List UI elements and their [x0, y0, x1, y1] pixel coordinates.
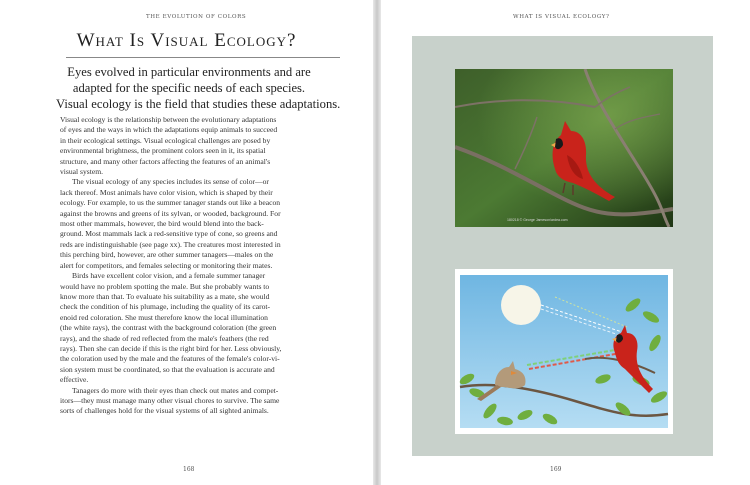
title-divider — [66, 57, 340, 58]
body-line: sorts of challenges hold for the visual systems of all sighted animals. — [60, 406, 269, 416]
body-line: effective. — [60, 375, 89, 385]
running-head-right: WHAT IS VISUAL ECOLOGY? — [513, 14, 610, 20]
body-line: ground. Most mammals lack a red-sensitive type of cone, so greens and — [60, 229, 278, 239]
page-number-left: 168 — [183, 466, 195, 473]
body-line: lack thereof. Most animals have color vision, which is shaped by their — [60, 187, 273, 197]
body-line: against the browns and greens of its sylvan, or wooded, background. For — [60, 208, 281, 218]
deck-line: adapted for the specific needs of each species. — [72, 81, 306, 95]
body-line: most other mammals, however, the bird would blend into the back- — [60, 219, 264, 229]
body-line: (the white rays), the contrast with the background coloration (the green — [60, 323, 277, 333]
left-page — [0, 0, 373, 485]
body-line: reds are indistinguishable (see page xx). The creatures most interested in — [60, 239, 281, 249]
body-line: know more than that. To evaluate his suitability as a mate, she would — [60, 291, 270, 301]
deck-line: Eyes evolved in particular environments and are — [67, 65, 311, 79]
body-line: rays), and the shade of red reflected from the male's feathers (the red — [60, 333, 269, 343]
body-line: The visual ecology of any species includes its sense of color—or — [72, 177, 269, 187]
photo-credit: 180218 © George Jameson/ardea.com — [507, 218, 568, 222]
page-title: What Is Visual Ecology? — [76, 30, 297, 51]
body-line: in their ecological settings. Visual ecological challenges are posed by — [60, 135, 271, 145]
visual-ecology-illustration — [455, 269, 673, 434]
body-line: Tanagers do more with their eyes than check out mates and compet- — [72, 385, 279, 395]
body-line: ecology. For example, to us the summer tanager stands out like a beacon — [60, 198, 281, 208]
body-line: check the condition of his plumage, including the quality of its carot- — [60, 302, 271, 312]
body-text — [60, 115, 330, 417]
body-line: itors—they must manage many other visual chores to survive. The same — [60, 395, 280, 405]
body-line: would have no problem spotting the male. But she probably wants to — [60, 281, 270, 291]
right-page — [381, 0, 750, 485]
running-head-left: THE EVOLUTION OF COLORS — [146, 14, 247, 20]
deck-line: Visual ecology is the field that studies these adaptations. — [56, 97, 341, 111]
body-line: Birds have excellent color vision, and a female summer tanager — [72, 271, 266, 281]
body-line: sion system must be coordinated, so that the evaluation is accurate and — [60, 364, 275, 374]
page-number-right: 169 — [550, 466, 562, 473]
body-line: rays). Then she can decide if this is the right bird for her. Less obviously, — [60, 343, 282, 353]
book-gutter — [373, 0, 381, 485]
body-line: Visual ecology is the relationship between the evolutionary adaptations — [60, 115, 277, 124]
body-line: visual system. — [60, 167, 104, 177]
body-line: structure, and many other factors affecting the features of an animal's — [60, 156, 271, 166]
body-line: enoid red coloration. She must therefore know the local illumination — [60, 312, 268, 322]
figure-panel — [412, 36, 713, 456]
body-line: the coloration used by the male and the features of the female's color-vi- — [60, 354, 280, 364]
cardinal-photo — [455, 69, 673, 227]
sun — [501, 285, 541, 325]
body-line: alert for competitors, and females selecting or monitoring their mates. — [60, 260, 273, 270]
body-line: of eyes and the ways in which the adaptations equip animals to succeed — [60, 125, 278, 135]
body-line: this perching bird, however, are other summer tanagers—males on the — [60, 250, 274, 260]
deck-text — [56, 64, 341, 112]
body-line: environmental brightness, the prominent colors seen in it, its spatial — [60, 146, 266, 156]
